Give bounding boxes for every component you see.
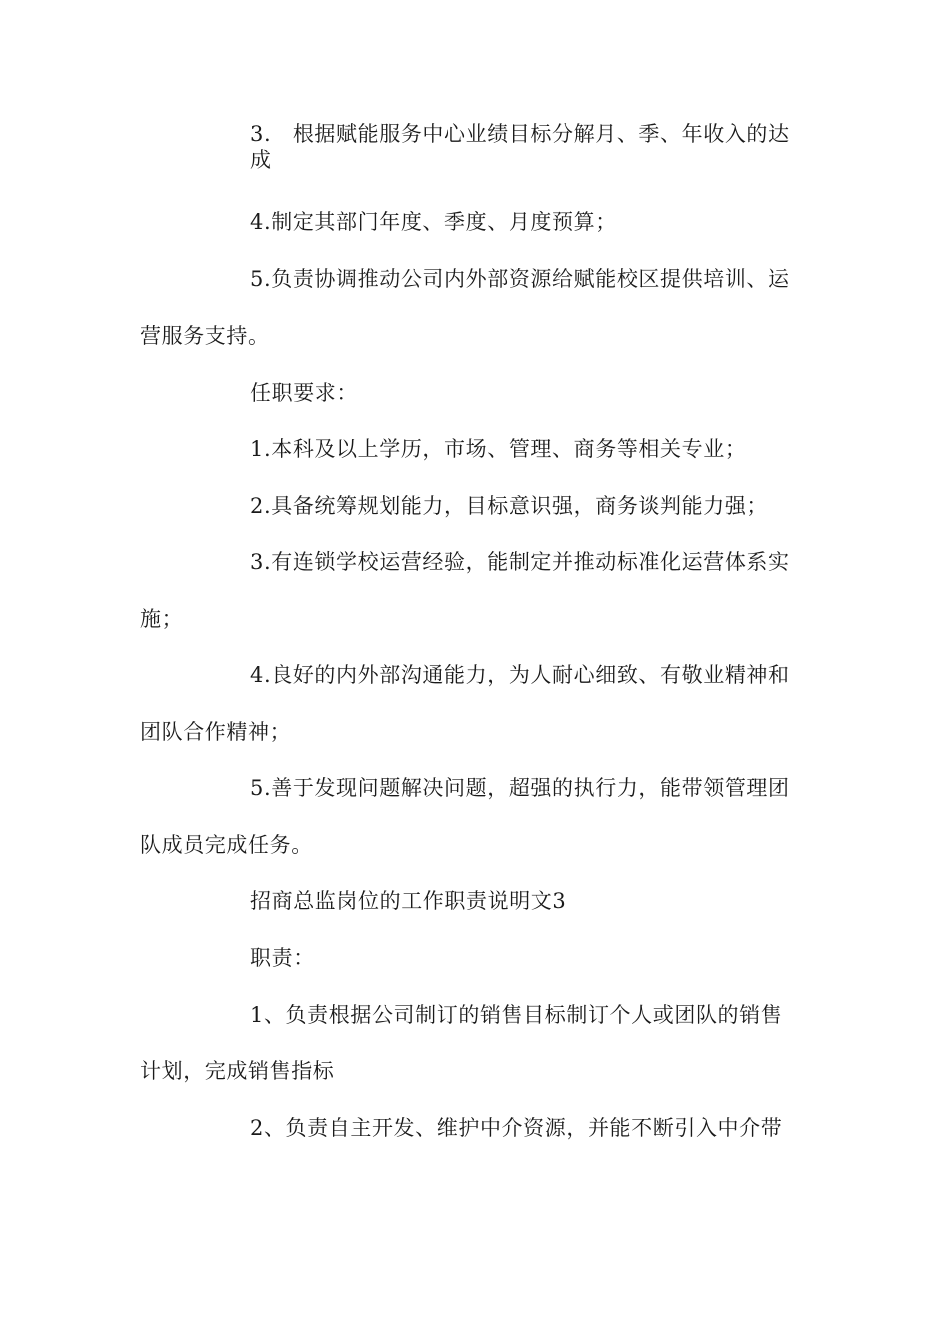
section-heading: 任职要求： xyxy=(250,381,358,405)
paragraph-line: 1.本科及以上学历，市场、管理、商务等相关专业； xyxy=(250,437,747,461)
paragraph-line: 5.善于发现问题解决问题，超强的执行力，能带领管理团 xyxy=(250,776,790,800)
paragraph-line: 2、负责自主开发、维护中介资源，并能不断引入中介带 xyxy=(250,1116,783,1140)
section-title: 招商总监岗位的工作职责说明文3 xyxy=(250,889,567,913)
paragraph-line: 计划，完成销售指标 xyxy=(140,1059,335,1083)
paragraph-line: 队成员完成任务。 xyxy=(140,833,313,857)
paragraph-line: 营服务支持。 xyxy=(140,324,270,348)
paragraph-line: 4.制定其部门年度、季度、月度预算； xyxy=(250,210,617,234)
paragraph-line: 团队合作精神； xyxy=(140,720,292,744)
paragraph-line: 施； xyxy=(140,607,184,631)
paragraph-line: 3.有连锁学校运营经验，能制定并推动标准化运营体系实 xyxy=(250,550,790,574)
paragraph-line: 5.负责协调推动公司内外部资源给赋能校区提供培训、运 xyxy=(250,267,790,291)
paragraph-line: 成 xyxy=(250,148,272,172)
paragraph-line: 1、负责根据公司制订的销售目标制订个人或团队的销售 xyxy=(250,1003,783,1027)
paragraph-line: 2.具备统筹规划能力，目标意识强，商务谈判能力强； xyxy=(250,494,769,518)
paragraph-line: 3. 根据赋能服务中心业绩目标分解月、季、年收入的达 xyxy=(250,122,790,146)
section-heading: 职责： xyxy=(250,946,315,970)
paragraph-line: 4.良好的内外部沟通能力，为人耐心细致、有敬业精神和 xyxy=(250,663,790,687)
